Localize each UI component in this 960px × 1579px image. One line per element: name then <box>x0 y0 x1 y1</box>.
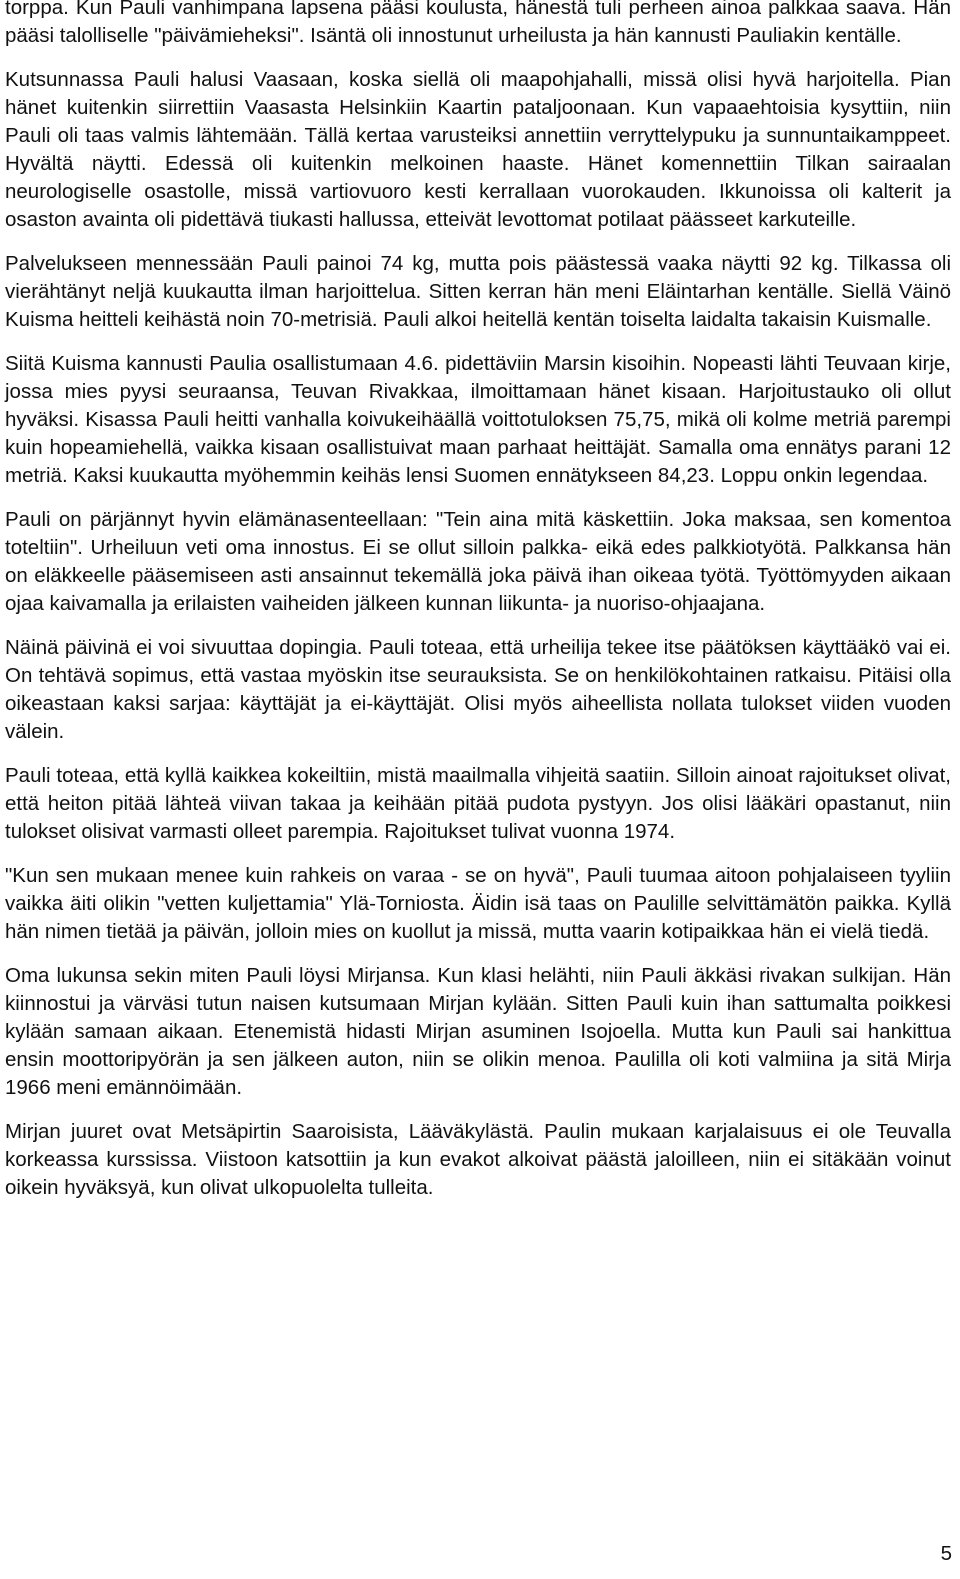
paragraph: Näinä päivinä ei voi sivuuttaa dopingia. Pauli toteaa, että urheilija tekee itse päätöksen käyttääkö vai ei. On tehtävä sopimus, että vastaa myöskin itse seurauksista. Se on henkilökohtainen ratkaisu. Pitäisi olla oikeastaan kaksi sarjaa: käyttäjät ja ei-käyttäjät. Olisi myös aiheellista nollata tulokset viiden vuoden välein. <box>5 636 951 743</box>
paragraph: Palvelukseen mennessään Pauli painoi 74 kg, mutta pois päästessä vaaka näytti 92 kg. Tilkassa oli vierähtänyt neljä kuukautta ilman harjoittelua. Sitten kerran hän meni Eläintarhan kentälle. Siellä Väinö Kuisma heitteli keihästä noin 70-metrisiä. Pauli alkoi heitellä kentän toiselta laidalta takaisin Kuismalle. <box>5 252 951 331</box>
paragraph: Oma lukunsa sekin miten Pauli löysi Mirjansa. Kun klasi helähti, niin Pauli äkkäsi rivakan sulkijan. Hän kiinnostui ja värväsi tutun naisen kutsumaan Mirjan kylään. Sitten Pauli kuin ihan sattumalta poikkesi kylään samaan aikaan. Etenemistä hidasti Mirjan asuminen Isojoella. Mutta kun Pauli sai hankittua ensin moottoripyörän ja sen jälkeen auton, niin se olikin menoa. Paulilla oli koti valmiina ja sitä Mirja 1966 meni emännöimään. <box>5 964 951 1099</box>
paragraph: Kutsunnassa Pauli halusi Vaasaan, koska siellä oli maapohjahalli, missä olisi hyvä harjoitella. Pian hänet kuitenkin siirrettiin Vaasasta Helsinkiin Kaartin pataljoonaan. Kun vapaaehtoisia kysyttiin, niin Pauli oli taas valmis lähtemään. Tällä kertaa varusteiksi annettiin verryttelypuku ja sunnuntaikamppeet. Hyvältä näytti. Edessä oli kuitenkin melkoinen haaste. Hänet komennettiin Tilkan sairaalan neurologiselle osastolle, missä vartiovuoro kesti kerrallaan vuorokauden. Ikkunoissa oli kalterit ja osaston avainta oli pidettävä tiukasti hallussa, etteivät levottomat potilaat päässeet karkuteille. <box>5 68 951 231</box>
paragraph: torppa. Kun Pauli vanhimpana lapsena pääsi koulusta, hänestä tuli perheen ainoa palkkaa saava. Hän pääsi talolliselle "päivämieheksi". Isäntä oli innostunut urheilusta ja hän kannusti Pauliakin kentälle. <box>5 0 951 47</box>
paragraph: Pauli toteaa, että kyllä kaikkea kokeiltiin, mistä maailmalla vihjeitä saatiin. Silloin ainoat rajoitukset olivat, että heiton pitää lähteä viivan takaa ja keihään pitää pudota pystyyn. Jos olisi lääkäri opastanut, niin tulokset olisivat varmasti olleet parempia. Rajoitukset tulivat vuonna 1974. <box>5 764 951 843</box>
page-number: 5 <box>940 1542 952 1565</box>
paragraph: Siitä Kuisma kannusti Paulia osallistumaan 4.6. pidettäviin Marsin kisoihin. Nopeasti lähti Teuvaan kirje, jossa mies pyysi seuraansa, Teuvan Rivakkaa, ilmoittamaan hänet kisaan. Harjoitustauko oli ollut hyväksi. Kisassa Pauli heitti vanhalla koivukeihäällä voittotuloksen 75,75, mikä oli kolme metriä parempi kuin hopeamiehellä, vaikka kisaan osallistuivat maan parhaat heittäjät. Samalla oma ennätys parani 12 metriä. Kaksi kuukautta myöhemmin keihäs lensi Suomen ennätykseen 84,23. Loppu onkin legendaa. <box>5 352 951 487</box>
paragraph: "Kun sen mukaan menee kuin rahkeis on varaa - se on hyvä", Pauli tuumaa aitoon pohjalaiseen tyyliin vaikka äiti olikin "vetten kuljettamia" Ylä-Torniosta. Äidin isä taas on Paulille selvittämätön paikka. Kyllä hän nimen tietää ja päivän, jolloin mies on kuollut ja missä, mutta vaarin kotipaikkaa hän ei vielä tiedä. <box>5 864 951 943</box>
paragraph: Pauli on pärjännyt hyvin elämänasenteellaan: "Tein aina mitä käskettiin. Joka maksaa, sen komentoa toteltiin". Urheiluun veti oma innostus. Ei se ollut silloin palkka- eikä edes palkkiotyötä. Palkkansa hän on eläkkeelle pääsemiseen asti ansainnut tekemällä joka päivä ihan oikeaa työtä. Työttömyyden aikaan ojaa kaivamalla ja erilaisten vaiheiden jälkeen kunnan liikunta- ja nuoriso-ohjaajana. <box>5 508 951 615</box>
document-body <box>5 0 951 1218</box>
paragraph: Mirjan juuret ovat Metsäpirtin Saaroisista, Lääväkylästä. Paulin mukaan karjalaisuus ei ole Teuvalla korkeassa kurssissa. Viistoon katsottiin ja kun evakot alkoivat päästä jaloilleen, niin ei sitäkään voinut oikein hyväksyä, kun olivat ulkopuolelta tulleita. <box>5 1120 951 1199</box>
